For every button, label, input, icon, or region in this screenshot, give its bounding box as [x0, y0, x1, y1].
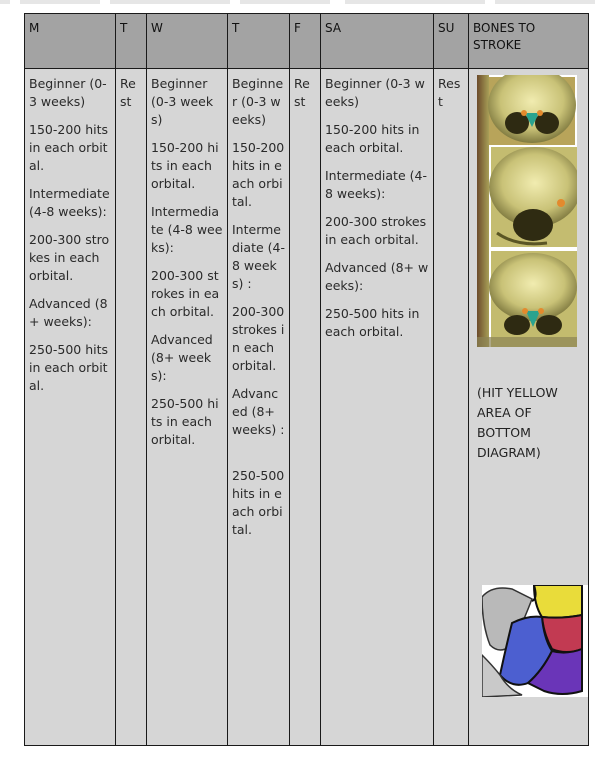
beginner-reps: 150-200 hits in each orbital. [325, 122, 420, 155]
level-advanced: Advanced (8+ weeks) : [232, 386, 285, 437]
level-intermediate: Intermediate (4-8 weeks) : [232, 222, 285, 291]
level-beginner: Beginner (0-3 weeks) [29, 76, 107, 109]
cell-wednesday [147, 69, 228, 746]
advanced-reps: 250-500 hits in each orbital. [325, 306, 420, 339]
intermediate-reps: 200-300 strokes in each orbital. [232, 304, 285, 373]
intermediate-reps: 200-300 strokes in each orbital. [151, 268, 220, 319]
cell-tuesday [116, 69, 147, 746]
cell-saturday [321, 69, 434, 746]
header-tuesday: T [116, 14, 147, 69]
level-advanced: Advanced (8+ weeks): [325, 260, 429, 293]
instruction-note: (HIT YELLOW AREA OF BOTTOM DIAGRAM) [477, 385, 558, 460]
rest-label: Rest [294, 76, 310, 109]
level-intermediate: Intermediate (4-8 weeks): [29, 186, 110, 219]
cell-sunday [434, 69, 469, 746]
header-saturday: SA [321, 14, 434, 69]
orbital-bone-diagram [482, 585, 588, 697]
beginner-reps: 150-200 hits in each orbital. [29, 122, 109, 173]
header-friday: F [290, 14, 321, 69]
level-beginner: Beginner (0-3 weeks) [232, 76, 284, 127]
beginner-reps: 150-200 hits in each orbital. [232, 140, 285, 209]
level-beginner: Beginner (0-3 weeks) [325, 76, 425, 109]
level-beginner: Beginner (0-3 weeks) [151, 76, 214, 127]
cell-thursday [228, 69, 290, 746]
header-row [25, 14, 589, 69]
skull-images [477, 75, 577, 347]
rest-label: Rest [120, 76, 136, 109]
rest-label: Rest [438, 76, 461, 109]
header-sunday: SU [434, 14, 469, 69]
header-thursday: T [228, 14, 290, 69]
header-monday: M [25, 14, 116, 69]
advanced-reps: 250-500 hits in each orbital. [151, 396, 219, 447]
advanced-reps: 250-500 hits in each orbital. [232, 468, 285, 537]
intermediate-reps: 200-300 strokes in each orbital. [29, 232, 110, 283]
header-wednesday: W [147, 14, 228, 69]
cell-friday [290, 69, 321, 746]
level-intermediate: Intermediate (4-8 weeks): [325, 168, 427, 201]
level-advanced: Advanced (8+ weeks): [29, 296, 108, 329]
skull-photo-strip [477, 75, 577, 347]
level-intermediate: Intermediate (4-8 weeks): [151, 204, 223, 255]
advanced-reps: 250-500 hits in each orbital. [29, 342, 109, 393]
header-bones-to-stroke: BONES TO STROKE [469, 14, 589, 69]
beginner-reps: 150-200 hits in each orbital. [151, 140, 219, 191]
intermediate-reps: 200-300 strokes in each orbital. [325, 214, 427, 247]
cell-monday [25, 69, 116, 746]
level-advanced: Advanced (8+ weeks): [151, 332, 213, 383]
page-top-remnant [0, 0, 608, 8]
